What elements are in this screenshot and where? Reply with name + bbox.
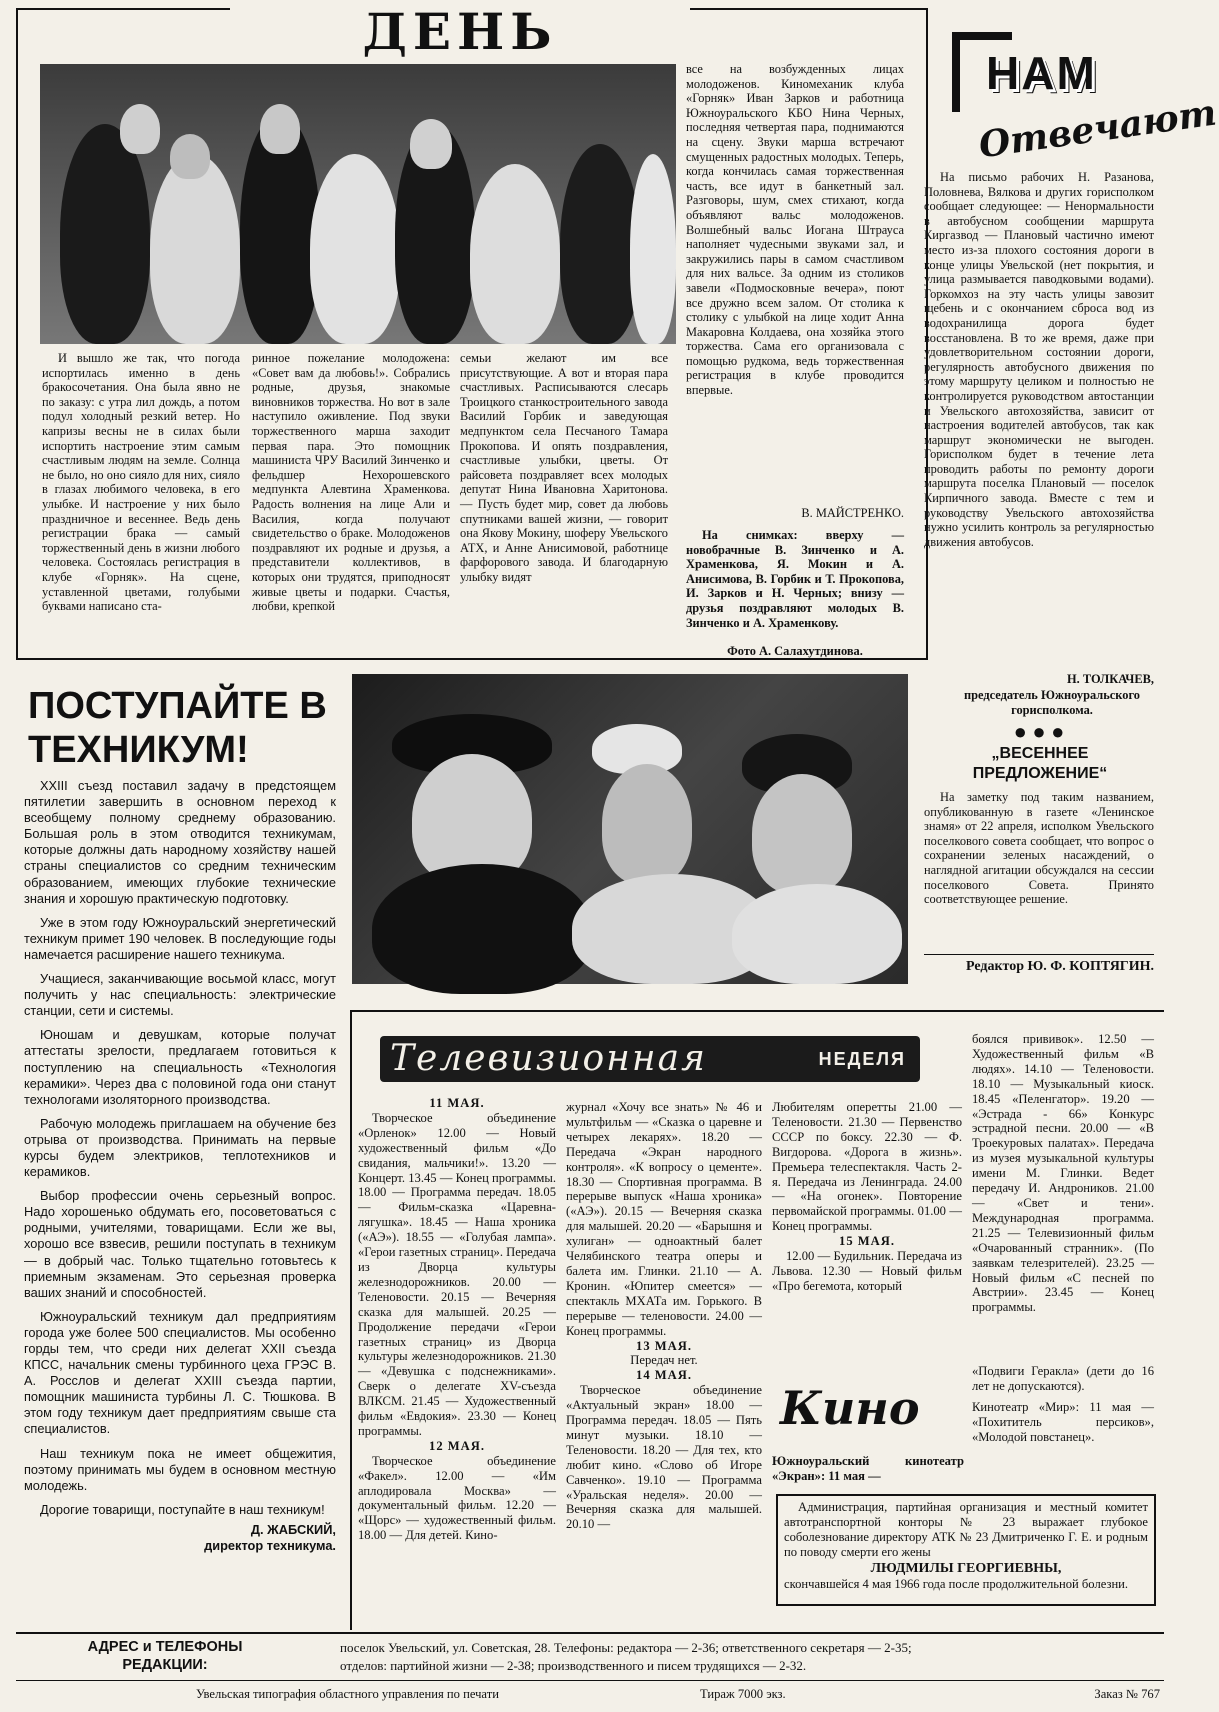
- obituary-box: [776, 1494, 1156, 1606]
- wedding-photo-top: [40, 64, 676, 344]
- footer-printer: Увельская типография областного управления по печати: [196, 1687, 499, 1701]
- tv-col-2: [566, 1100, 762, 1620]
- kino-title: Кино: [780, 1381, 920, 1435]
- tv-col-4: боялся прививок». 12.50 — Художественный фильм «В людях». 14.10 — Теленовости. 18.10 — Музыкальный киоск. 18.45 «Пеленгатор». 19.20 — «Эстрада - 66» Конкурс эстрадной песни. 20.00 — «В Троекуровых палатах». Передача из музея музыкальной культуры имени М. Глинки. Ведет передачу И. Андроников. 21.00 — «Свет и тени». Международная программа. 21.25 — Телевизионный фильм «Очарованный странник». (По заявкам телезрителей). 23.25 — Новый фильм «С песней по Австрии». 23.45 — Конец программы.: [972, 1032, 1154, 1315]
- tv-col3b-text: 12.00 — Будильник. Передача из Львова. 12.30 — Новый фильм «Про бегемота, который: [772, 1249, 962, 1293]
- tv-title-small: НЕДЕЛЯ: [818, 1049, 906, 1069]
- technikum-p7: Южноуральский техникум дал предприятиям города уже более 500 специалистов. Мы особенно горды тем, что среди них делегат XXII съезда КПСС, начальник смены турбинного цеха ГРЭС В. А. Росслов и делегат XXIII съезда партии, помощник машиниста турбины Л. С. Тюшкова. В этом году техникум дает предприятиям свыше ста специалистов.: [24, 1308, 336, 1437]
- technikum-p9: Дорогие товарищи, поступайте в наш техникум!: [40, 1501, 325, 1517]
- tv-col1b-text: Творческое объединение «Факел». 12.00 — «Им аплодировала Москва» — документальный фильм. 12.20 — «Щорс» — художественный фильм. 18.00 — Для детей. Кино-: [358, 1453, 556, 1543]
- wedding-photo-credit: Фото А. Салахутдинова.: [727, 644, 863, 658]
- wedding-col-1: И вышло же так, что погода испортилась именно в день бракосочетания. Она была явно не по заказу: с утра лил дождь, а потом подул холодный резкий ветер. Но капризы весны не в силах были испортить настроение этим самым счастливым людям на земле. Солнца не было, но оно сияло для них, сияло в глазах любимого человека, в его улыбке. И настроение у них было праздничное и весеннее. Ведь день регистрации брака — самый торжественный день в жизни любого человека. Состоялась регистрация в клубе «Горняк». На сцене, уставленной цветами, голубыми буквами написано ста-: [42, 351, 240, 614]
- obituary-name: ЛЮДМИЛЫ ГЕОРГИЕВНЫ,: [870, 1560, 1062, 1576]
- answers-title-line2: Отвечают: [976, 91, 1219, 167]
- technikum-signer: Д. ЖАБСКИЙ,: [250, 1521, 336, 1537]
- technikum-signer-title: директор техникума.: [204, 1538, 336, 1554]
- editor: Редактор Ю. Ф. КОПТЯГИН.: [966, 959, 1154, 974]
- tv-col3-text: Любителям оперетты 21.00 — Теленовости. 21.30 — Первенство СССР по боксу. 22.30 — Ф. Вигдорова. «Дорога в жизнь». Премьера телеспектакля. Часть 2-я. Передача из Ленинграда. 24.00 — «На огонек». Повторение первомайской программы. 01.00 — Конец программы.: [772, 1100, 962, 1234]
- kino-right: Кинотеатр «Мир»: 11 мая — «Похититель персиков», «Молодой повстанец».: [972, 1400, 1154, 1444]
- technikum-p6: Выбор профессии очень серьезный вопрос. Надо хорошенько обдумать его, посоветоваться с родными, учителями, товарищами. Если же вы, хорошо все взвесив, решили поступать в техникум — в добрый час. Только тщательно готовьтесь к приемным экзаменам. Это серьезная проверка ваших знаний и способностей.: [24, 1188, 336, 1300]
- technikum-p4: Юношам и девушкам, которые получат аттестаты зрелости, предлагаем готовиться к поступлению на специальность «Технология керамики». Через два с половиной года они станут технологами изоляторного производства.: [24, 1027, 336, 1107]
- wedding-col-4: все на возбужденных лицах молодоженов. Киномеханик клуба «Горняк» Иван Зарков и работница Южноуральского КБО Нина Черных, последняя четвертая пара, поднимаются на сцену. Звуки марша встречают смущенных радостных молодых. Теперь, когда кончилась самая торжественная часть, все идут в банкетный зал. Разговоры, шум, смех стихают, когда объявляют вальс молодоженов. Волшебный вальс Иогана Штрауса наполняет чудесными звуками зал, и закружились пары в самом счастливом для них вальсе. За одним из столиков завели «Подмосковные вечера», поют все дружно всем залом. От столика к столику с улыбкой на лице ходит Анна Макаровна Колдаева, она хозяйка этого торжества. Сама его организовала с помощью рудкома, ведь торжественная регистрация в клубе проводится впервые.: [686, 62, 904, 398]
- spring-body: На заметку под таким названием, опубликованную в газете «Ленинское знамя» от 22 апреля, исполком Увельского поселкового совета сообщает, что вопрос о сохранении зеленых насаждений, о наглядной агитации обсуждался на сессии поселкового Совета. Принято соответствующее решение.: [924, 790, 1154, 907]
- tv-col2-text: журнал «Хочу все знать» № 46 и мультфильм — «Сказка о царевне и четырех лекарях». 18.20 — Передача «Экран народного контроля». «К вопросу о цементе». 18.30 — Спортивная программа. В перерыве выпуск «Наша хроника» («АЭ»). 20.15 — Вечерняя сказка для малышей. 20.20 — «Барышня и хулиган» — одноактный балет Челябинского театра оперы и балета им. Глинки. 21.10 — А. Кронин. «Юпитер смеется» — спектакль МХАТа им. Горького. В перерыве — теленовости. 24.00 — Конец программы.: [566, 1100, 762, 1338]
- wedding-author: В. МАЙСТРЕНКО.: [801, 506, 904, 520]
- wedding-photo-bottom: [352, 674, 908, 984]
- footer-tirazh: Тираж 7000 экз.: [700, 1687, 786, 1701]
- answers-signer-title: председатель Южноуральского горисполкома.: [964, 688, 1140, 717]
- answers-header: [952, 22, 1219, 167]
- answers-title-line1: НАМ: [986, 47, 1097, 99]
- technikum-p1: XXIII съезд поставил задачу в предстоящем пятилетии завершить в основном переход к всеобщему полному среднему образованию. Большая роль в этом отводится техникумам, которые должны дать народному хозяйству нашей страны специалистов со средним техническим образованием, имеющих глубокие технические знания и хорошую практическую подготовку.: [24, 778, 336, 906]
- footer-order: Заказ № 767: [1094, 1687, 1160, 1701]
- technikum-text: [24, 778, 336, 1618]
- technikum-p3: Учащиеся, заканчивающие восьмой класс, могут получить у нас специальность: электрические станции, сети и системы.: [24, 971, 336, 1019]
- tv-col-1: [358, 1096, 556, 1620]
- answers-dots: ● ● ●: [1013, 719, 1065, 744]
- obituary-text: Администрация, партийная организация и местный комитет автотранспортной конторы № 23 выражает глубокое соболезнование директору АТК № 23 Дмитриченко Г. Е. и родным по поводу смерти его жены: [784, 1500, 1148, 1559]
- tv-day-13: 13 МАЯ.: [636, 1338, 692, 1353]
- tv-day-14: 14 МАЯ.: [636, 1368, 692, 1383]
- tv-title: Телевизионная: [390, 1038, 707, 1079]
- tv-col1-text: Творческое объединение «Орленок» 12.00 — Новый художественный фильм «До свидания, мальчики!». 13.20 — Концерт. 13.45 — Конец программы. 18.00 — Программа передач. 18.05 — Фильм-сказка «Царевна-лягушка». 18.45 — Наша хроника («АЭ»). 18.55 — «Голубая лампа». «Герои газетных страниц». Передача из Дворца культуры железнодорожников. 20.00 — Теленовости. 20.15 — Вечерняя сказка для малышей. 20.25 — Продолжение передачи «Герои газетных страниц» из Дворца культуры железнодорожников. 21.30 — «Девушка с подснежниками». Сверк о делегате XV-съезда ВЛКСМ. 21.45 — Художественный фильм «Евдокия». 23.30 — Конец программы.: [358, 1110, 556, 1438]
- technikum-p8: Наш техникум пока не имеет общежития, поэтому принимать мы будем в основном местную молодежь.: [24, 1445, 336, 1493]
- wedding-col-3: семьи желают им все присутствующие. А вот и вторая пара счастливых. Расписываются слесарь Троицкого станкостроительного завода Василий Горбик и заведующая медпунктом села Песчаного Тамара Прокопова. И опять поздравления, счастливые улыбки, цветы. От райсовета поздравляет всех молодых депутат Нина Ивановна Харитонова. — Пусть будет мир, совет да любовь спутниками вашей жизни, — говорит она Якову Мокину, шоферу Увельского АТХ, и Анне Анисимовой, работнице фарфорового завода. И благодарную улыбку видят: [460, 351, 668, 584]
- technikum-p5: Рабочую молодежь приглашаем на обучение без отрыва от производства. Принимать на первые курсы будем электриков, теплотехников и керамиков.: [24, 1115, 336, 1180]
- answers-body: На письмо рабочих Н. Разанова, Половнева, Вялкова и других горисполком сообщает следующее: — Ненормальности в автобусном сообщении маршрута Киргазвод — Плановый частично имеют место из-за плохого состояния дороги в конце улицы Увельской (нет покрытия, и улица размывается паводковыми водами). Горкомхоз на эту часть улицы завозит щебень и с окончанием сброса вод из водохранилища дорога будет восстановлена. В то же время, даже при удовлетворительном состоянии дороги, регулярность автобусного движения по этому маршруту целиком и полностью не контролируется руководством автостанции и Увельского автохозяйства, зависит от настроения водителей автобусов, так как маршрут экономически не выгоден. Горисполком будет в течение лета проводить работы по ремонту дороги маршрута поселка Плановый — поселок Кирпичного завода. Вместе с тем и руководству Увельского автохозяйства нужно усилить контроль за регулярностью движения автобусов.: [924, 170, 1154, 549]
- obituary-tail: скончавшейся 4 мая 1966 года после продолжительной болезни.: [784, 1576, 1129, 1591]
- tv-day-15: 15 МАЯ.: [839, 1234, 895, 1249]
- tv-col2b-text: Творческое объединение «Актуальный экран» 18.00 — Программа передач. 18.05 — Пять минут музыки. 18.10 — Теленовости. 18.20 — Для тех, кто любит кино. «Слово об Игоре Савченко». 19.10 — Программа «Уральская неделя». 20.00 — Вечерняя сказка для малышей. 20.10 —: [566, 1383, 762, 1532]
- footer-line-1: поселок Увельский, ул. Советская, 28. Телефоны: редактора — 2-36; ответственного секретаря — 2-35;: [340, 1640, 912, 1655]
- kino-left: Южноуральский кинотеатр «Экран»: 11 мая —: [772, 1454, 964, 1483]
- technikum-p2: Уже в этом году Южноуральский энергетический техникум примет 190 человек. В последующие годы намечается расширение нашего техникума.: [24, 914, 336, 962]
- wedding-headline: ДЕНЬ: [230, 4, 690, 60]
- tv-no-broadcast: Передач нет.: [630, 1353, 698, 1368]
- footer-label-2: РЕДАКЦИИ:: [122, 1657, 208, 1673]
- tv-col-3: [772, 1100, 962, 1360]
- wedding-caption: На снимках: вверху — новобрачные В. Зинченко и А. Храменкова, Я. Мокин и А. Анисимова, В. Горбик и Т. Прокопова, И. Зарков и Н. Черных; внизу — друзья поздравляют молодых В. Зинченко и А. Храменкову.: [686, 528, 904, 630]
- spring-title: „ВЕСЕННЕЕ ПРЕДЛОЖЕНИЕ“: [972, 745, 1108, 782]
- answers-signer: Н. ТОЛКАЧЕВ,: [1067, 672, 1154, 686]
- technikum-title: ПОСТУПАЙТЕ В ТЕХНИКУМ!: [28, 685, 327, 771]
- wedding-col-2: ринное пожелание молодожена: «Совет вам да любовь!». Собрались родные, друзья, знакомые виновников торжества. Но вот в зале наступило оживление. Под звуки торжественного марша заходит первая пара. Это помощник машиниста ЧРУ Василий Зинченко и фельдшер Нехорошевского медпункта Алевтина Храменкова. Радость волнения на лице Али и Василия, когда получают свидетельство о браке. Молодоженов поздравляют их родные и друзья, а представители коллективов, в которых они трудятся, приподносят живые цветы и подарки. Счастья, любви, крепкой: [252, 351, 450, 614]
- tv-day-12: 12 МАЯ.: [429, 1438, 485, 1453]
- footer-line-2: отделов: партийной жизни — 2-38; производственного и писем трудящихся — 2-32.: [340, 1658, 807, 1673]
- kino-right-top: «Подвиги Геракла» (дети до 16 лет не допускаются).: [972, 1364, 1154, 1393]
- tv-banner: [380, 1036, 920, 1082]
- footer-label-1: АДРЕС и ТЕЛЕФОНЫ: [87, 1639, 243, 1655]
- tv-day-11: 11 МАЯ.: [429, 1096, 485, 1110]
